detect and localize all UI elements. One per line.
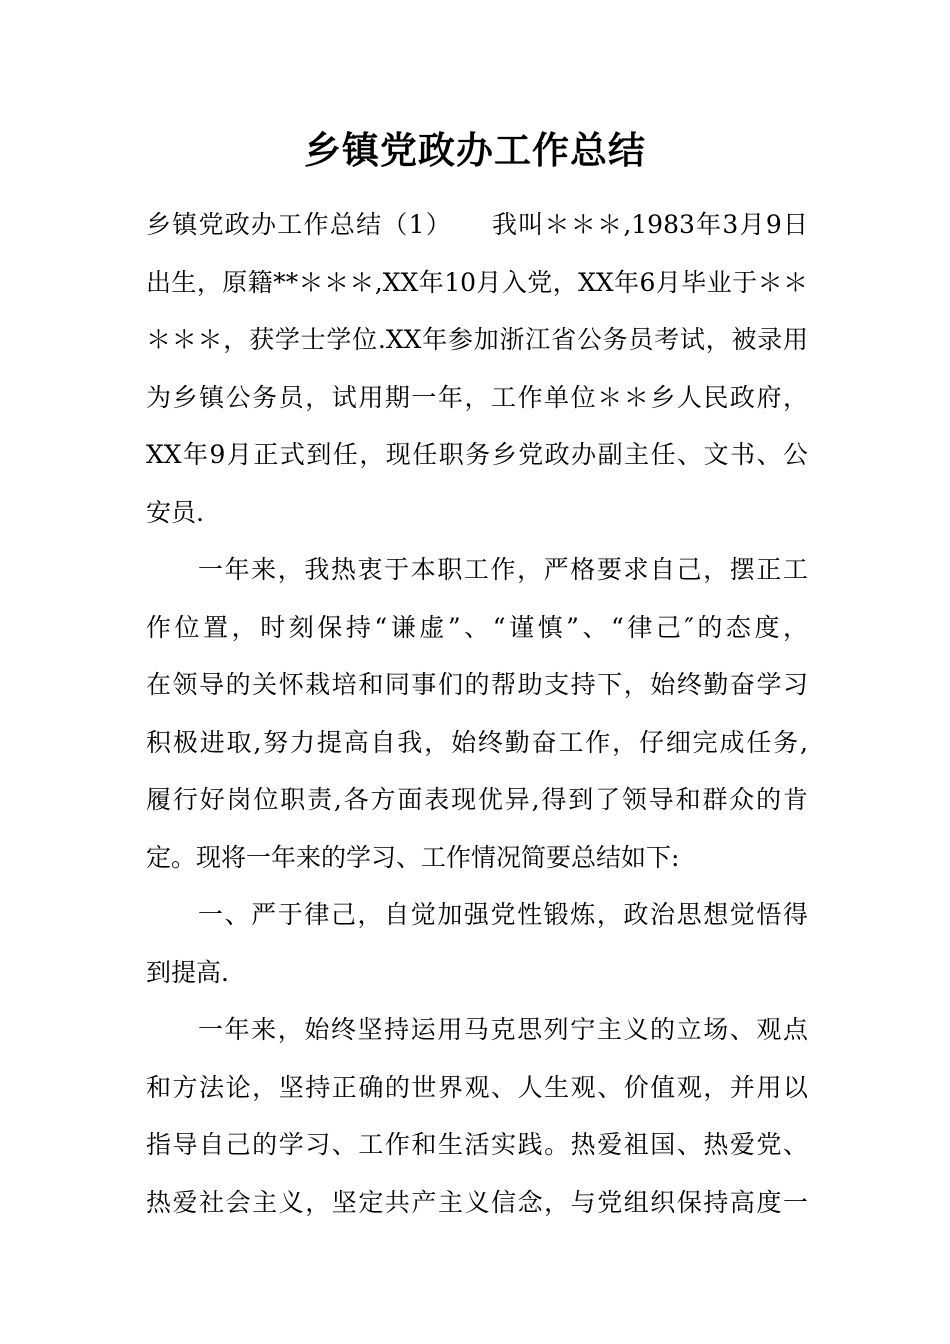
text-line: 出生，原籍**＊＊＊,XX年10月入党，XX年6月毕业于＊＊ bbox=[146, 267, 808, 297]
text-line: 到提高. bbox=[146, 957, 229, 987]
text-line: 履行好岗位职责,各方面表现优异,得到了领导和群众的肯 bbox=[146, 785, 808, 814]
text-line: 乡镇党政办工作总结（1） 我叫＊＊＊,1983年3月9日 bbox=[146, 210, 808, 239]
text-line: 为乡镇公务员，试用期一年，工作单位＊＊乡人民政府， bbox=[146, 382, 808, 412]
text-line: XX年9月正式到任，现任职务乡党政办副主任、文书、公 bbox=[146, 440, 808, 469]
text-line: 在领导的关怀栽培和同事们的帮助支持下，始终勤奋学习 bbox=[146, 670, 808, 699]
text-line: 一年来，我热衷于本职工作，严格要求自己，摆正工 bbox=[198, 555, 808, 584]
document-body bbox=[146, 196, 808, 1231]
text-line: 作位置，时刻保持“谦虚”、“谨慎”、“律己″的态度， bbox=[146, 612, 808, 642]
text-line: 安员. bbox=[146, 497, 204, 527]
text-line: ＊＊＊，获学士学位.XX年参加浙江省公务员考试，被录用 bbox=[146, 325, 808, 354]
text-line: 一年来，始终坚持运用马克思列宁主义的立场、观点 bbox=[198, 1015, 808, 1044]
text-line: 和方法论，坚持正确的世界观、人生观、价值观，并用以 bbox=[146, 1072, 808, 1102]
document-title: 乡镇党政办工作总结 bbox=[304, 129, 646, 172]
text-line: 定。现将一年来的学习、工作情况简要总结如下: bbox=[146, 842, 680, 872]
text-line: 积极进取,努力提高自我，始终勤奋工作，仔细完成任务, bbox=[146, 727, 808, 757]
text-line: 指导自己的学习、工作和生活实践。热爱祖国、热爱党、 bbox=[146, 1130, 808, 1159]
text-line: 热爱社会主义，坚定共产主义信念，与党组织保持高度一 bbox=[146, 1187, 808, 1217]
text-line: 一、严于律己，自觉加强党性锻炼，政治思想觉悟得 bbox=[198, 900, 808, 929]
